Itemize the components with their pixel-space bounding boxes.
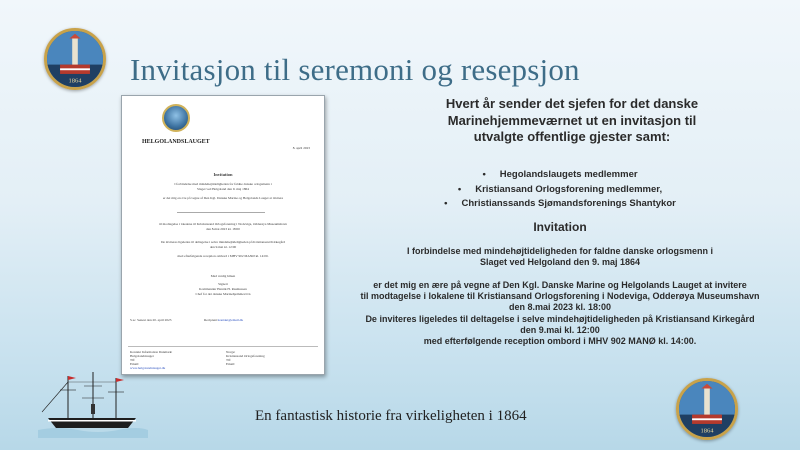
helgolandslauget-emblem-icon bbox=[44, 28, 106, 90]
document-contact-link: www.helgolandslauget.dk bbox=[130, 366, 166, 370]
document-contact-right: Email: bbox=[226, 362, 236, 366]
document-body-line: til modtagelse i lokalene til Kristiansand Orlogsforening i Nodeviga, Odderøya Museumshavn bbox=[159, 222, 287, 226]
paragraph-line: De inviteres ligeledes til deltagelse i selve mindehøjtideligheden på Kristiansand Kirkegård bbox=[365, 313, 755, 324]
lead-line: utvalgte offentlige gjester samt: bbox=[473, 129, 671, 144]
document-contact-left: Tlf: bbox=[130, 358, 136, 362]
document-date: 8. april 2023 bbox=[292, 146, 310, 150]
paragraph-line: Slaget ved Helgoland den 9. maj 1864 bbox=[479, 257, 641, 268]
paragraph-line: til modtagelse i lokalene til Kristiansand Orlogsforening i Nodeviga, Odderøya Museumshavn bbox=[360, 291, 760, 302]
document-closing: Med venlig hilsen bbox=[210, 274, 236, 278]
document-contact-right: Tlf: bbox=[226, 358, 232, 362]
invitation-heading: Invitation bbox=[533, 220, 587, 234]
footer-caption: En fantastisk historie fra virkeligheten i 1864 bbox=[255, 408, 527, 424]
paragraph-line: er det mig en ære på vegne af Den Kgl. Danske Marine og Helgolands Lauget at invitere bbox=[373, 280, 747, 290]
document-heading: Invitation bbox=[213, 172, 233, 177]
document-org-name: HELGOLANDSLAUGET bbox=[142, 139, 210, 145]
paragraph-line: med efterfølgende reception ombord i MHV 902 MANØ kl. 14:00. bbox=[423, 336, 697, 347]
document-contact-left: Helgolandslauget bbox=[130, 354, 154, 358]
document-divider bbox=[177, 212, 265, 213]
document-signer-line: Chef for det danske Marinehjemmeværn bbox=[195, 292, 251, 296]
svg-text:1864: 1864 bbox=[68, 77, 82, 85]
document-rsvp-label: Recipient: bbox=[204, 318, 218, 322]
document-footer-divider bbox=[128, 346, 318, 347]
document-contact-right: Kristiansand Orlogsforening bbox=[226, 354, 265, 358]
document-body-line: De inviteres ligeledes til deltagelse i selve mindehøjtideligheden på Kristiansand Kirkegård bbox=[160, 240, 286, 244]
lead-line: Hvert år sender det sjefen for det danske bbox=[445, 96, 699, 111]
invitation-paragraph-1 bbox=[335, 246, 785, 268]
sailing-ship-illustration-icon bbox=[38, 368, 148, 438]
page-title: Invitasjon til seremoni og resepsjon bbox=[130, 52, 580, 87]
invitation-paragraph-2 bbox=[335, 280, 785, 347]
paragraph-line: I forbindelse med mindehøjtideligheden for faldne danske orlogsmenn i bbox=[406, 246, 714, 256]
document-emblem-icon bbox=[162, 104, 190, 132]
document-intro-line: er det mig en ære på vegne af Den Kgl. Danske Marine og Helgolands Lauget at invitere bbox=[162, 196, 284, 200]
lead-line: Marinehjemmeværnet ut en invitasjon til bbox=[447, 112, 697, 128]
svg-text:1864: 1864 bbox=[700, 427, 714, 435]
document-body-line: den 9.mai kl. 12:00 bbox=[209, 245, 237, 249]
invitation-document-thumbnail bbox=[121, 95, 325, 375]
document-signature: Signert bbox=[218, 282, 228, 286]
paragraph-line: den 8.mai 2023 kl. 18:00 bbox=[508, 302, 612, 313]
list-item: • Kristiansand Orlogsforening medlemmer, bbox=[380, 183, 740, 198]
lead-text bbox=[335, 96, 785, 146]
document-signer-line: Kommandør Henrik H. Rasmussen bbox=[199, 287, 247, 291]
document-body-line: den 8.mai 2023 kl. 18:00 bbox=[206, 227, 240, 231]
document-rsvp: S.u.: Senest den 20. april 2023 bbox=[130, 318, 172, 322]
document-body-line: med efterfølgende reception ombord i MHV 902 MANØ kl. 14:00. bbox=[177, 254, 269, 258]
invitee-list bbox=[380, 168, 740, 212]
document-contact-left: Kontakt Information Danmark: bbox=[130, 350, 173, 354]
document-rsvp-email: kontakt@email.dk bbox=[218, 318, 244, 322]
document-intro-line: I forbindelse med mindehøjtideligheden for faldne danske orlogsmenn i bbox=[174, 182, 272, 186]
paragraph-line: den 9.mai kl. 12:00 bbox=[520, 324, 600, 335]
document-contact-right: Norge: bbox=[226, 350, 236, 354]
document-intro-line: Slaget ved Helgoland den 9. maj 1864 bbox=[197, 187, 249, 191]
list-item: • Christianssands Sjømandsforenings Shantykor bbox=[380, 197, 740, 212]
list-item: • Hegolandslaugets medlemmer bbox=[380, 168, 740, 183]
document-contact-left: Email: bbox=[130, 362, 140, 366]
helgolandslauget-emblem-icon bbox=[676, 378, 738, 440]
